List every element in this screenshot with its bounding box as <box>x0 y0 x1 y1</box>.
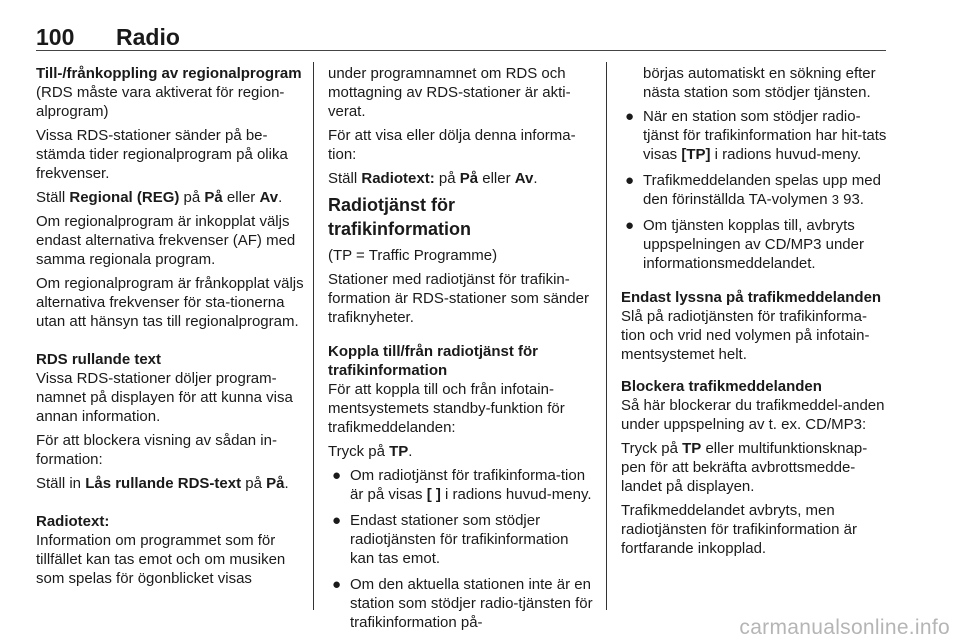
toggle-text: För att koppla till och från infotain-mentsystemets standby-funktion för trafikmeddelanden: <box>328 381 565 436</box>
block-traffic-text: Så här blockerar du trafikmeddel-anden under uppspelning av t. ex. CD/MP3: <box>621 397 885 433</box>
only-traffic-text: Slå på radiotjänsten för trafikinforma-tion och vrid ned volymen på infotain-mentsystemet helt. <box>621 308 870 363</box>
column-divider-2 <box>606 62 607 610</box>
press-tp: Tryck på TP. <box>328 443 413 460</box>
bullet-icon: ● <box>332 512 342 529</box>
bullet-icon: ● <box>625 108 635 125</box>
header-rule <box>36 50 886 51</box>
bullet-icon: ● <box>625 217 635 234</box>
regional-intro: (RDS måste vara aktiverat för region-alprogram) <box>36 84 285 120</box>
list-item: ● Om den aktuella stationen inte är en station som stödjer radio-tjänsten för trafikinformation på- <box>332 576 593 631</box>
heading-tp: Radiotjänst för trafikinformation <box>328 195 472 239</box>
block-text: För att blockera visning av sådan in-formation: <box>36 432 277 468</box>
search-cont: börjas automatiskt en sökning efter nästa station som stödjer tjänsten. <box>643 65 876 101</box>
cancel-text: Trafikmeddelandet avbryts, men radiotjänsten för trafikinformation är fortfarande inkopplad. <box>621 502 857 557</box>
heading-scroll: RDS rullande text <box>36 351 162 368</box>
list-item: ● När en station som stödjer radio-tjänst för trafikinformation har hit-tats visas [TP] i radions huvud-meny. <box>625 108 887 163</box>
page-header <box>36 20 886 50</box>
list-item: ● Om tjänsten kopplas till, avbryts uppspelningen av CD/MP3 under informationsmeddelandet. <box>625 217 864 272</box>
chapter-title: Radio <box>116 24 180 50</box>
regional-off: Om regionalprogram är frånkopplat väljs alternativa frekvenser för sta-tionerna utan att hänsyn tas till regionalprogram. <box>36 275 304 330</box>
lock-setting: Ställ in Lås rullande RDS-text på På. <box>36 475 289 492</box>
column-3 <box>621 64 889 563</box>
list-item: ● Endast stationer som stödjer radiotjänsten för trafikinformation kan tas emot. <box>332 512 569 567</box>
column-1 <box>36 64 304 593</box>
press-tp-confirm: Tryck på TP eller multifunktionsknap-pen för att bekräfta avbrottsmedde-landet på displayen. <box>621 440 868 495</box>
column-2 <box>328 64 596 639</box>
show-hide-text: För att visa eller dölja denna informa-tion: <box>328 127 576 163</box>
bullet-icon: ● <box>332 576 342 593</box>
list-item: ● Trafikmeddelanden spelas upp med den förinställda TA-volymen 3 93. <box>625 172 881 208</box>
bullet-icon: ● <box>625 172 635 189</box>
page-number: 100 <box>36 24 75 50</box>
tp-desc: Stationer med radiotjänst för trafikin-formation är RDS-stationer som sänder trafiknyheter. <box>328 271 589 326</box>
heading-toggle: Koppla till/från radiotjänst för trafikinformation <box>328 343 539 379</box>
radiotext-cont: under programnamnet om RDS och mottagning av RDS-stationer är akti-verat. <box>328 65 571 120</box>
radiotext-setting: Ställ Radiotext: på På eller Av. <box>328 170 538 187</box>
heading-regional: Till-/frånkoppling av regionalprogram <box>36 65 302 82</box>
heading-block-traffic: Blockera trafikmeddelanden <box>621 378 822 395</box>
regional-setting: Ställ Regional (REG) på På eller Av. <box>36 189 283 206</box>
scroll-text: Vissa RDS-stationer döljer program-namnet på displayen för att kunna visa annan information. <box>36 370 293 425</box>
column-divider-1 <box>313 62 314 610</box>
bullet-icon: ● <box>332 467 342 484</box>
radiotext-desc: Information om programmet som för tillfället kan tas emot och om musiken som spelas för ögonblicket visas <box>36 532 286 587</box>
heading-radiotext: Radiotext: <box>36 513 110 530</box>
page-ref-arrow-icon: 3 <box>831 192 839 207</box>
list-item: ● Om radiotjänst för trafikinforma-tion är på visas [ ] i radions huvud-meny. <box>332 467 592 503</box>
regional-times: Vissa RDS-stationer sänder på be-stämda tider regionalprogram på olika frekvenser. <box>36 127 288 182</box>
heading-only-traffic: Endast lyssna på trafikmeddelanden <box>621 289 882 306</box>
watermark: carmanualsonline.info <box>739 616 950 639</box>
tp-abbr: (TP = Traffic Programme) <box>328 247 498 264</box>
regional-on: Om regionalprogram är inkopplat väljs endast alternativa frekvenser (AF) med samma regionala program. <box>36 213 296 268</box>
